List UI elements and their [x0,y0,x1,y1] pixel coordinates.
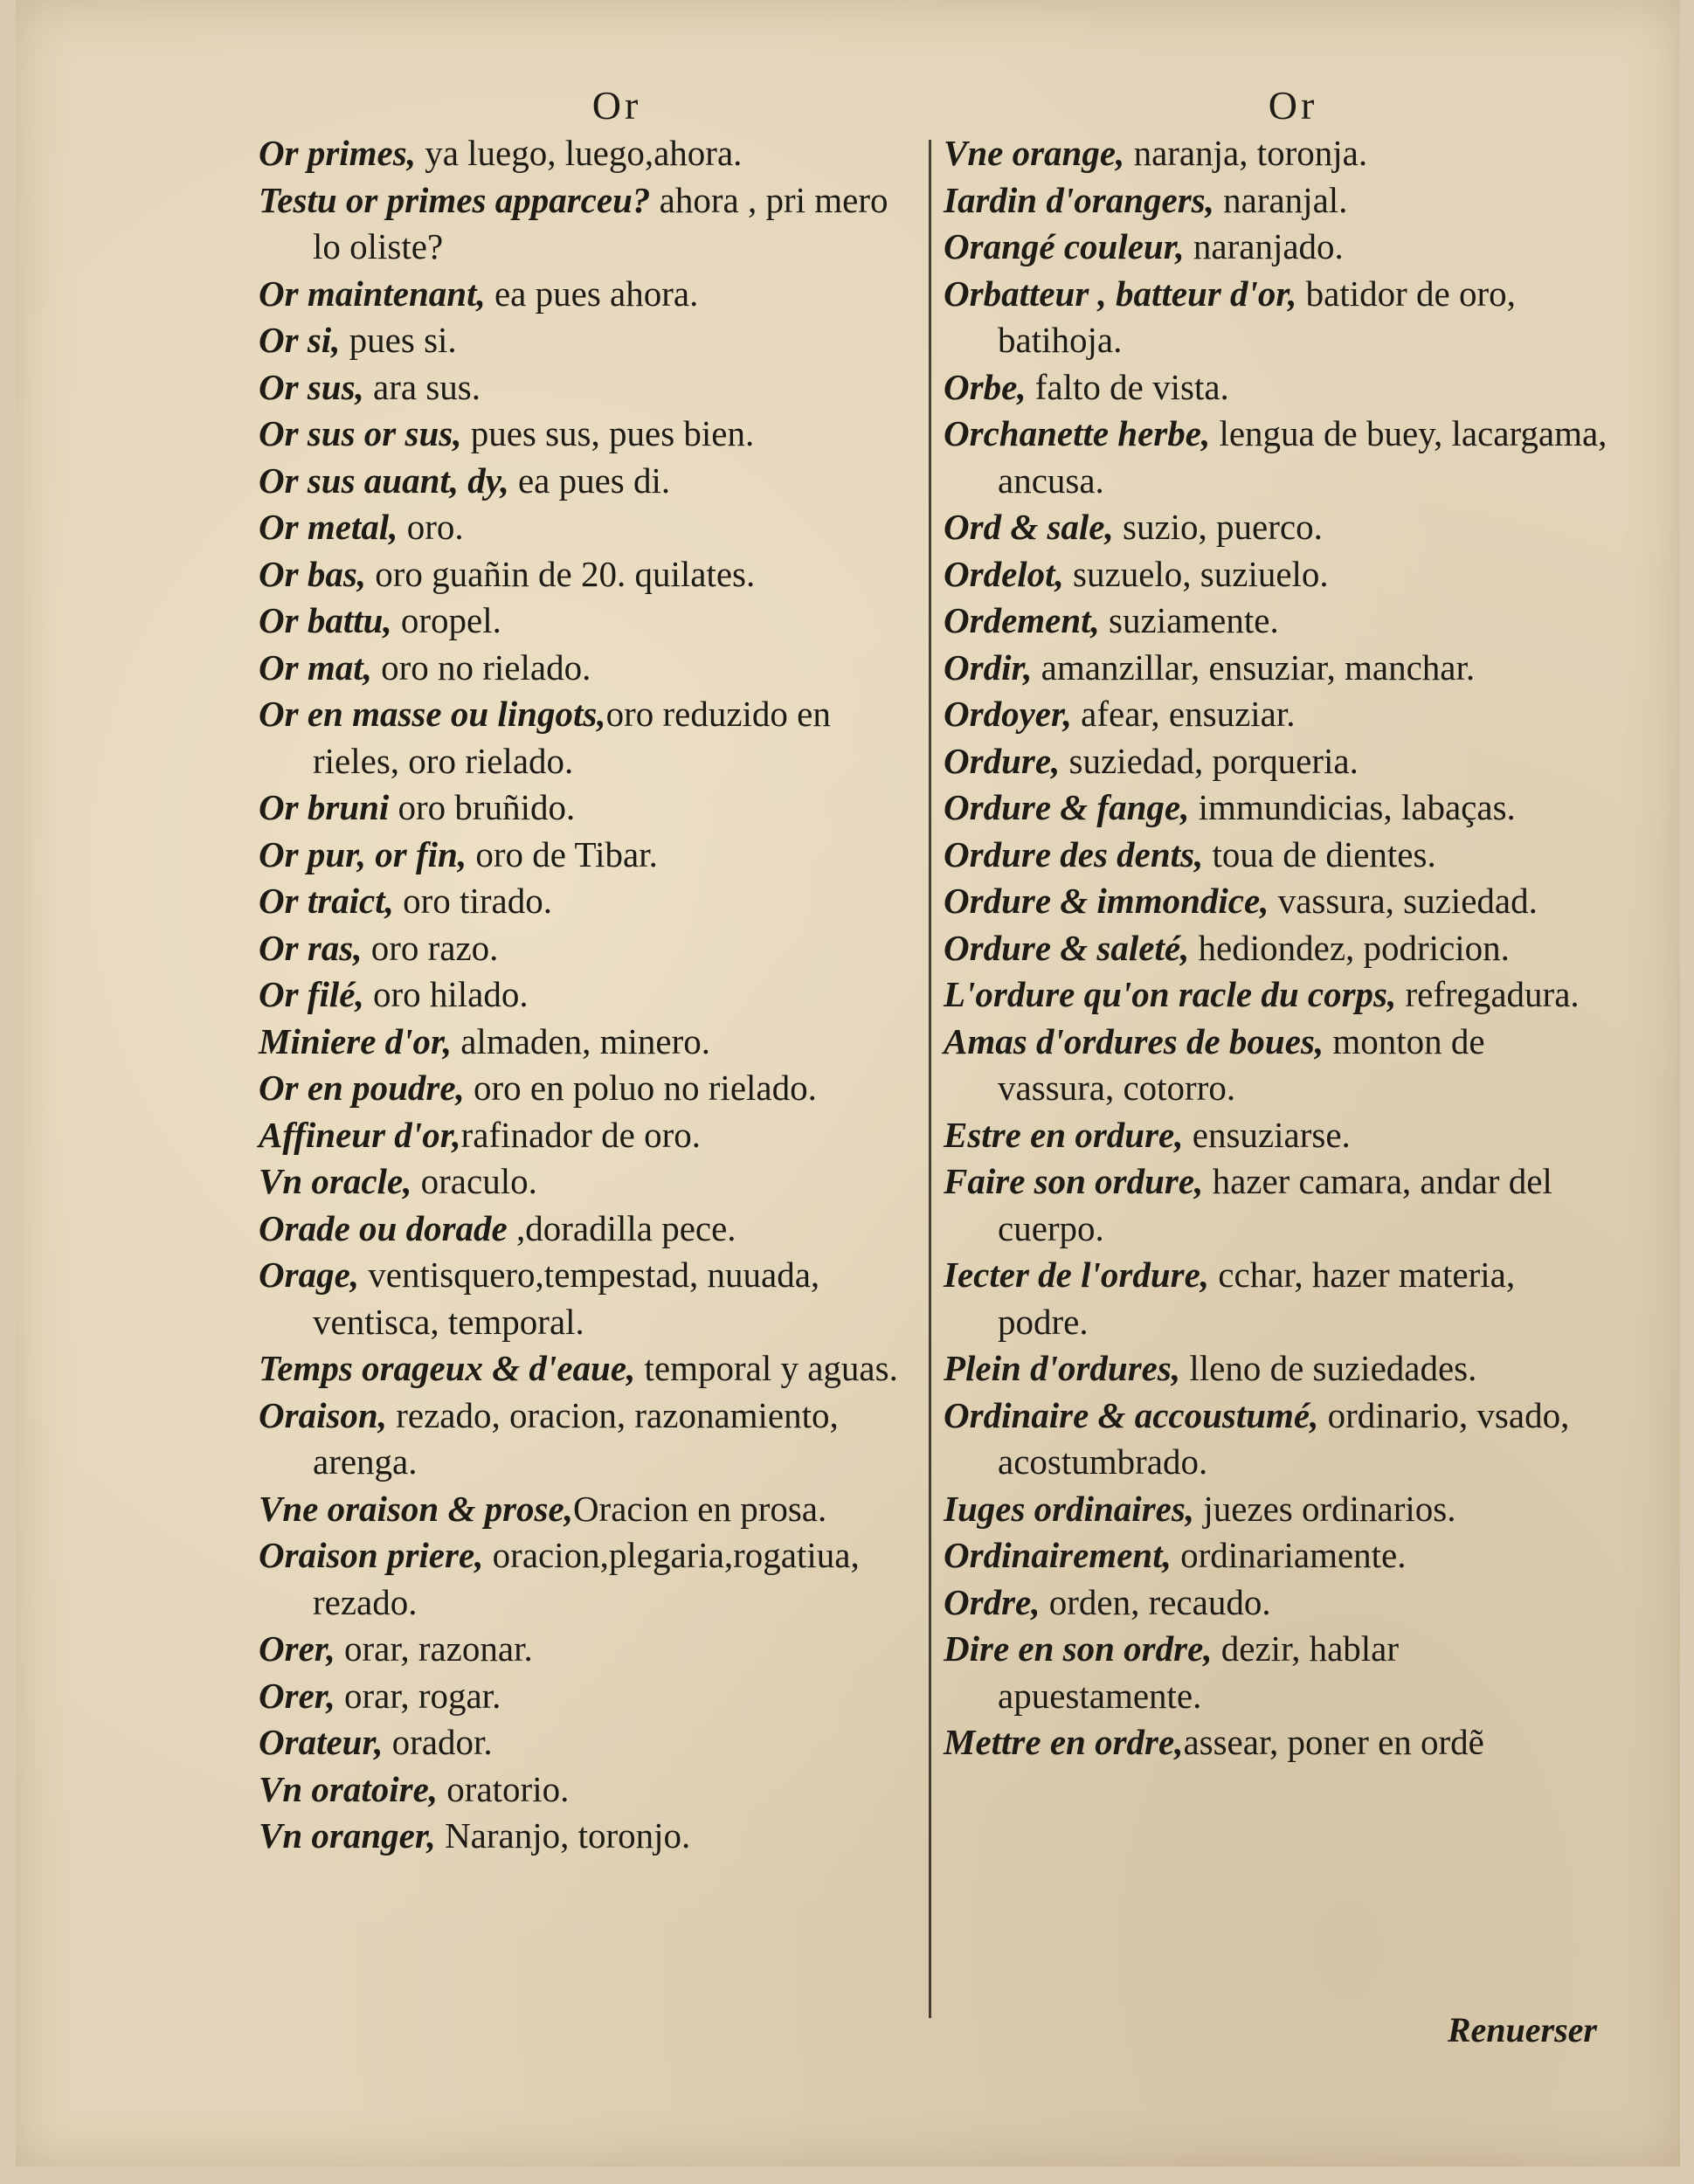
entry-headword: Iuges ordinaires, [944,1488,1195,1529]
entry-translation: dezir, hablar apuestamente. [998,1628,1400,1716]
entry-translation: cchar, hazer materia, podre. [998,1254,1516,1342]
dictionary-entry [944,504,1608,551]
entry-headword: Ordinairement, [944,1535,1172,1575]
entry-translation: amanzillar, ensuziar, manchar. [1032,646,1476,688]
entry-translation: ahora , pri mero lo oliste? [313,179,888,266]
dictionary-entry [259,645,923,692]
entry-translation: naranja, toronja. [1124,133,1368,173]
entry-headword: Ordelot, [944,553,1064,594]
entry-translation: pues sus, pues bien. [461,413,755,453]
entry-translation: ensuziarse. [1183,1114,1351,1155]
entry-headword: Iardin d'orangers, [944,179,1214,220]
dictionary-entry [944,598,1608,645]
entry-headword: Or bruni [259,787,390,827]
entry-headword: Or bas, [259,553,367,594]
entry-headword: Faire son ordure, [944,1161,1204,1201]
dictionary-entry [944,271,1608,364]
entry-translation: monton de vassura, cotorro. [998,1020,1485,1108]
dictionary-entry [259,1673,923,1720]
entry-headword: Orade ou dorade [259,1207,508,1248]
entry-headword: Vn oratoire, [259,1768,439,1809]
dictionary-entry [259,784,923,832]
entry-translation: temporal y aguas. [635,1348,898,1388]
entry-headword: Ordoyer, [944,694,1072,734]
dictionary-entry [259,1252,923,1345]
entry-translation: oraculo. [411,1161,537,1201]
entry-headword: Ordure & fange, [944,787,1190,827]
dictionary-entry [944,224,1608,271]
dictionary-entry [259,504,923,551]
entry-translation: hazer camara, andar del cuerpo. [998,1161,1552,1248]
entry-translation: oropel. [391,600,501,640]
dictionary-entry [944,411,1608,504]
dictionary-entry [259,1766,923,1814]
entry-translation: afear, ensuziar. [1071,694,1296,734]
dictionary-entry [944,1626,1608,1719]
dictionary-entry [259,551,923,598]
entry-headword: Or primes, [259,133,416,173]
dictionary-entry [944,1532,1608,1579]
dictionary-entry [259,317,923,364]
dictionary-entry [944,784,1608,832]
entry-headword: L'ordure qu'on racle du corps, [944,974,1397,1014]
dictionary-entry [259,1393,923,1486]
dictionary-entry [259,130,923,177]
entry-headword: Orbe, [944,366,1027,407]
entry-headword: Affineur d'or, [259,1114,461,1155]
dictionary-entry [944,1345,1608,1393]
entry-headword: Or pur, or fin, [259,833,467,874]
entry-translation: rezado, oracion, razonamiento, arenga. [313,1394,839,1482]
entry-headword: Ordure des dents, [944,833,1204,874]
entry-headword: Oraison priere, [259,1535,484,1575]
entry-translation: ya luego, luego,ahora. [415,133,743,173]
dictionary-entry [944,130,1608,177]
entry-translation: ,doradilla pece. [507,1207,736,1248]
entry-translation: suzuelo, suziuelo. [1063,553,1329,594]
dictionary-entry [259,832,923,879]
entry-translation: oro bruñido. [389,787,576,827]
entry-headword: Or battu, [259,600,392,640]
entry-headword: Ord & sale, [944,507,1114,547]
dictionary-entry [259,271,923,318]
entry-translation: suziedad, porqueria. [1060,740,1359,781]
left-running-head: Or [591,83,642,128]
entry-translation: Naranjo, toronjo. [435,1815,691,1856]
entry-headword: Or sus auant, dy, [259,460,509,501]
entry-translation: immundicias, labaças. [1189,787,1516,827]
entry-headword: Orbatteur , batteur d'or, [944,273,1297,314]
entry-headword: Or sus or sus, [259,413,462,453]
entry-translation: toua de dientes. [1203,833,1436,874]
entry-headword: Temps orageux & d'eaue, [259,1348,636,1388]
entry-headword: Or filé, [259,974,364,1014]
dictionary-entry [944,551,1608,598]
dictionary-entry [259,971,923,1019]
entry-headword: Orer, [259,1628,335,1669]
entry-translation: oro reduzido en rieles, oro rielado. [313,694,831,781]
entry-headword: Ordir, [944,646,1033,688]
entry-headword: Ordure, [944,740,1061,781]
dictionary-entry [259,1019,923,1066]
entry-translation: orar, rogar. [335,1675,501,1716]
entry-translation: suzio, puerco. [1113,507,1323,547]
dictionary-entry [944,1486,1608,1533]
dictionary-entry [259,925,923,972]
entry-headword: Ordement, [944,600,1100,640]
entry-headword: Amas d'ordures de boues, [944,1020,1324,1061]
entry-translation: naranjal. [1213,179,1348,220]
entry-translation: Oracion en prosa. [572,1488,827,1529]
dictionary-entry [259,1813,923,1860]
entry-headword: Ordinaire & accoustumé, [944,1394,1319,1435]
entry-translation: assear, poner en ordẽ [1183,1722,1484,1762]
entry-headword: Oraison, [259,1394,387,1435]
dictionary-entry [259,1626,923,1673]
entry-headword: Or metal, [259,507,398,547]
entry-headword: Ordure & saleté, [944,927,1190,968]
entry-headword: Vn oranger, [259,1815,436,1856]
dictionary-entry [944,925,1608,972]
entry-headword: Estre en ordure, [944,1114,1184,1155]
entry-headword: Orer, [259,1675,335,1716]
entry-headword: Ordre, [944,1581,1041,1622]
column-divider [929,140,931,2018]
dictionary-entry [259,878,923,925]
catchword: Renuerser [1447,2010,1597,2049]
right-column [944,83,1608,1766]
entry-translation: juezes ordinarios. [1194,1488,1456,1529]
dictionary-entry [944,738,1608,785]
dictionary-entry [259,1532,923,1626]
dictionary-entry [944,645,1608,692]
dictionary-entry [944,691,1608,738]
dictionary-entry [944,1719,1608,1766]
dictionary-entry [259,1158,923,1206]
dictionary-entry [259,177,923,271]
dictionary-entry [944,1112,1608,1159]
entry-headword: Orage, [259,1254,360,1295]
dictionary-entry [259,598,923,645]
right-running-head: Or [1268,83,1318,128]
entry-headword: Or traict, [259,881,394,921]
entry-headword: Or mat, [259,646,372,688]
dictionary-entry [259,691,923,784]
entry-headword: Vne oraison & prose, [259,1488,573,1529]
entry-headword: Orangé couleur, [944,226,1185,266]
entry-translation: ordinario, vsado, acostumbrado. [998,1394,1570,1482]
entry-headword: Miniere d'or, [259,1020,452,1061]
entry-headword: Iecter de l'ordure, [944,1254,1210,1295]
entry-translation: rafinador de oro. [460,1114,702,1155]
entry-headword: Plein d'ordures, [944,1348,1181,1388]
entry-translation: lleno de suziedades. [1180,1348,1477,1388]
dictionary-entry [259,1345,923,1393]
entry-translation: naranjado. [1184,226,1344,266]
dictionary-entry [259,1719,923,1766]
dictionary-entry [259,411,923,458]
entry-translation: oro tirado. [393,881,552,921]
entry-headword: Or en masse ou lingots, [259,694,606,734]
entry-headword: Or maintenant, [259,273,486,314]
dictionary-entry [259,1206,923,1253]
entry-headword: Ordure & immondice, [944,881,1269,921]
entry-headword: Or si, [259,320,341,360]
entry-translation: almaden, minero. [451,1020,710,1061]
page [16,0,1680,2167]
entry-translation: oro. [398,507,464,547]
entry-translation: hediondez, podricion. [1189,927,1510,968]
entry-translation: oro de Tibar. [467,833,658,874]
entry-translation: orar, razonar. [335,1628,533,1669]
dictionary-entry [944,1158,1608,1252]
entry-translation: oratorio. [438,1768,570,1809]
entry-translation: ea pues ahora. [485,273,699,314]
entry-headword: Vn oracle, [259,1161,412,1201]
dictionary-entry [944,1393,1608,1486]
entry-translation: lengua de buey, lacargama, ancusa. [998,413,1608,501]
entry-headword: Dire en son ordre, [944,1628,1213,1669]
dictionary-entry [259,458,923,505]
entry-translation: ara sus. [363,366,481,407]
entry-headword: Or sus, [259,366,364,407]
entry-translation: orador. [383,1722,493,1762]
dictionary-entry [944,177,1608,225]
entry-translation: orden, recaudo. [1040,1581,1271,1622]
dictionary-entry [944,971,1608,1019]
entry-headword: Or en poudre, [259,1068,465,1108]
entry-headword: Mettre en ordre, [944,1722,1184,1762]
left-entry-list [259,130,923,1860]
entry-translation: refregadura. [1396,974,1580,1014]
entry-translation: oro guañin de 20. quilates. [366,553,756,594]
entry-translation: suziamente. [1099,600,1279,640]
entry-headword: Orchanette herbe, [944,413,1211,453]
entry-translation: batidor de oro, batihoja. [998,273,1516,360]
entry-translation: oro razo. [362,927,499,968]
dictionary-entry [259,1112,923,1159]
left-column [259,83,923,1860]
dictionary-entry [259,1486,923,1533]
entry-translation: oracion,plegaria,rogatiua, rezado. [313,1535,860,1622]
dictionary-entry [944,1019,1608,1112]
dictionary-entry [259,364,923,411]
entry-headword: Testu or primes apparceu? [259,179,651,220]
entry-headword: Or ras, [259,927,363,968]
dictionary-entry [944,832,1608,879]
entry-headword: Vne orange, [944,133,1125,173]
right-entry-list [944,130,1608,1766]
entry-translation: falto de vista. [1026,366,1229,407]
entry-translation: ordinariamente. [1171,1535,1407,1575]
entry-translation: oro en poluo no rielado. [464,1068,817,1108]
entry-translation: ventisquero,tempestad, nuuada, ventisca, temporal. [313,1254,820,1342]
dictionary-entry [944,1252,1608,1345]
entry-translation: oro hilado. [363,974,529,1014]
entry-translation: pues si. [340,320,457,360]
entry-translation: vassura, suziedad. [1269,881,1538,921]
entry-translation: oro no rielado. [371,646,591,688]
entry-translation: ea pues di. [508,460,671,501]
dictionary-entry [944,878,1608,925]
dictionary-entry [944,364,1608,411]
entry-headword: Orateur, [259,1722,384,1762]
dictionary-entry [944,1579,1608,1627]
dictionary-entry [259,1065,923,1112]
